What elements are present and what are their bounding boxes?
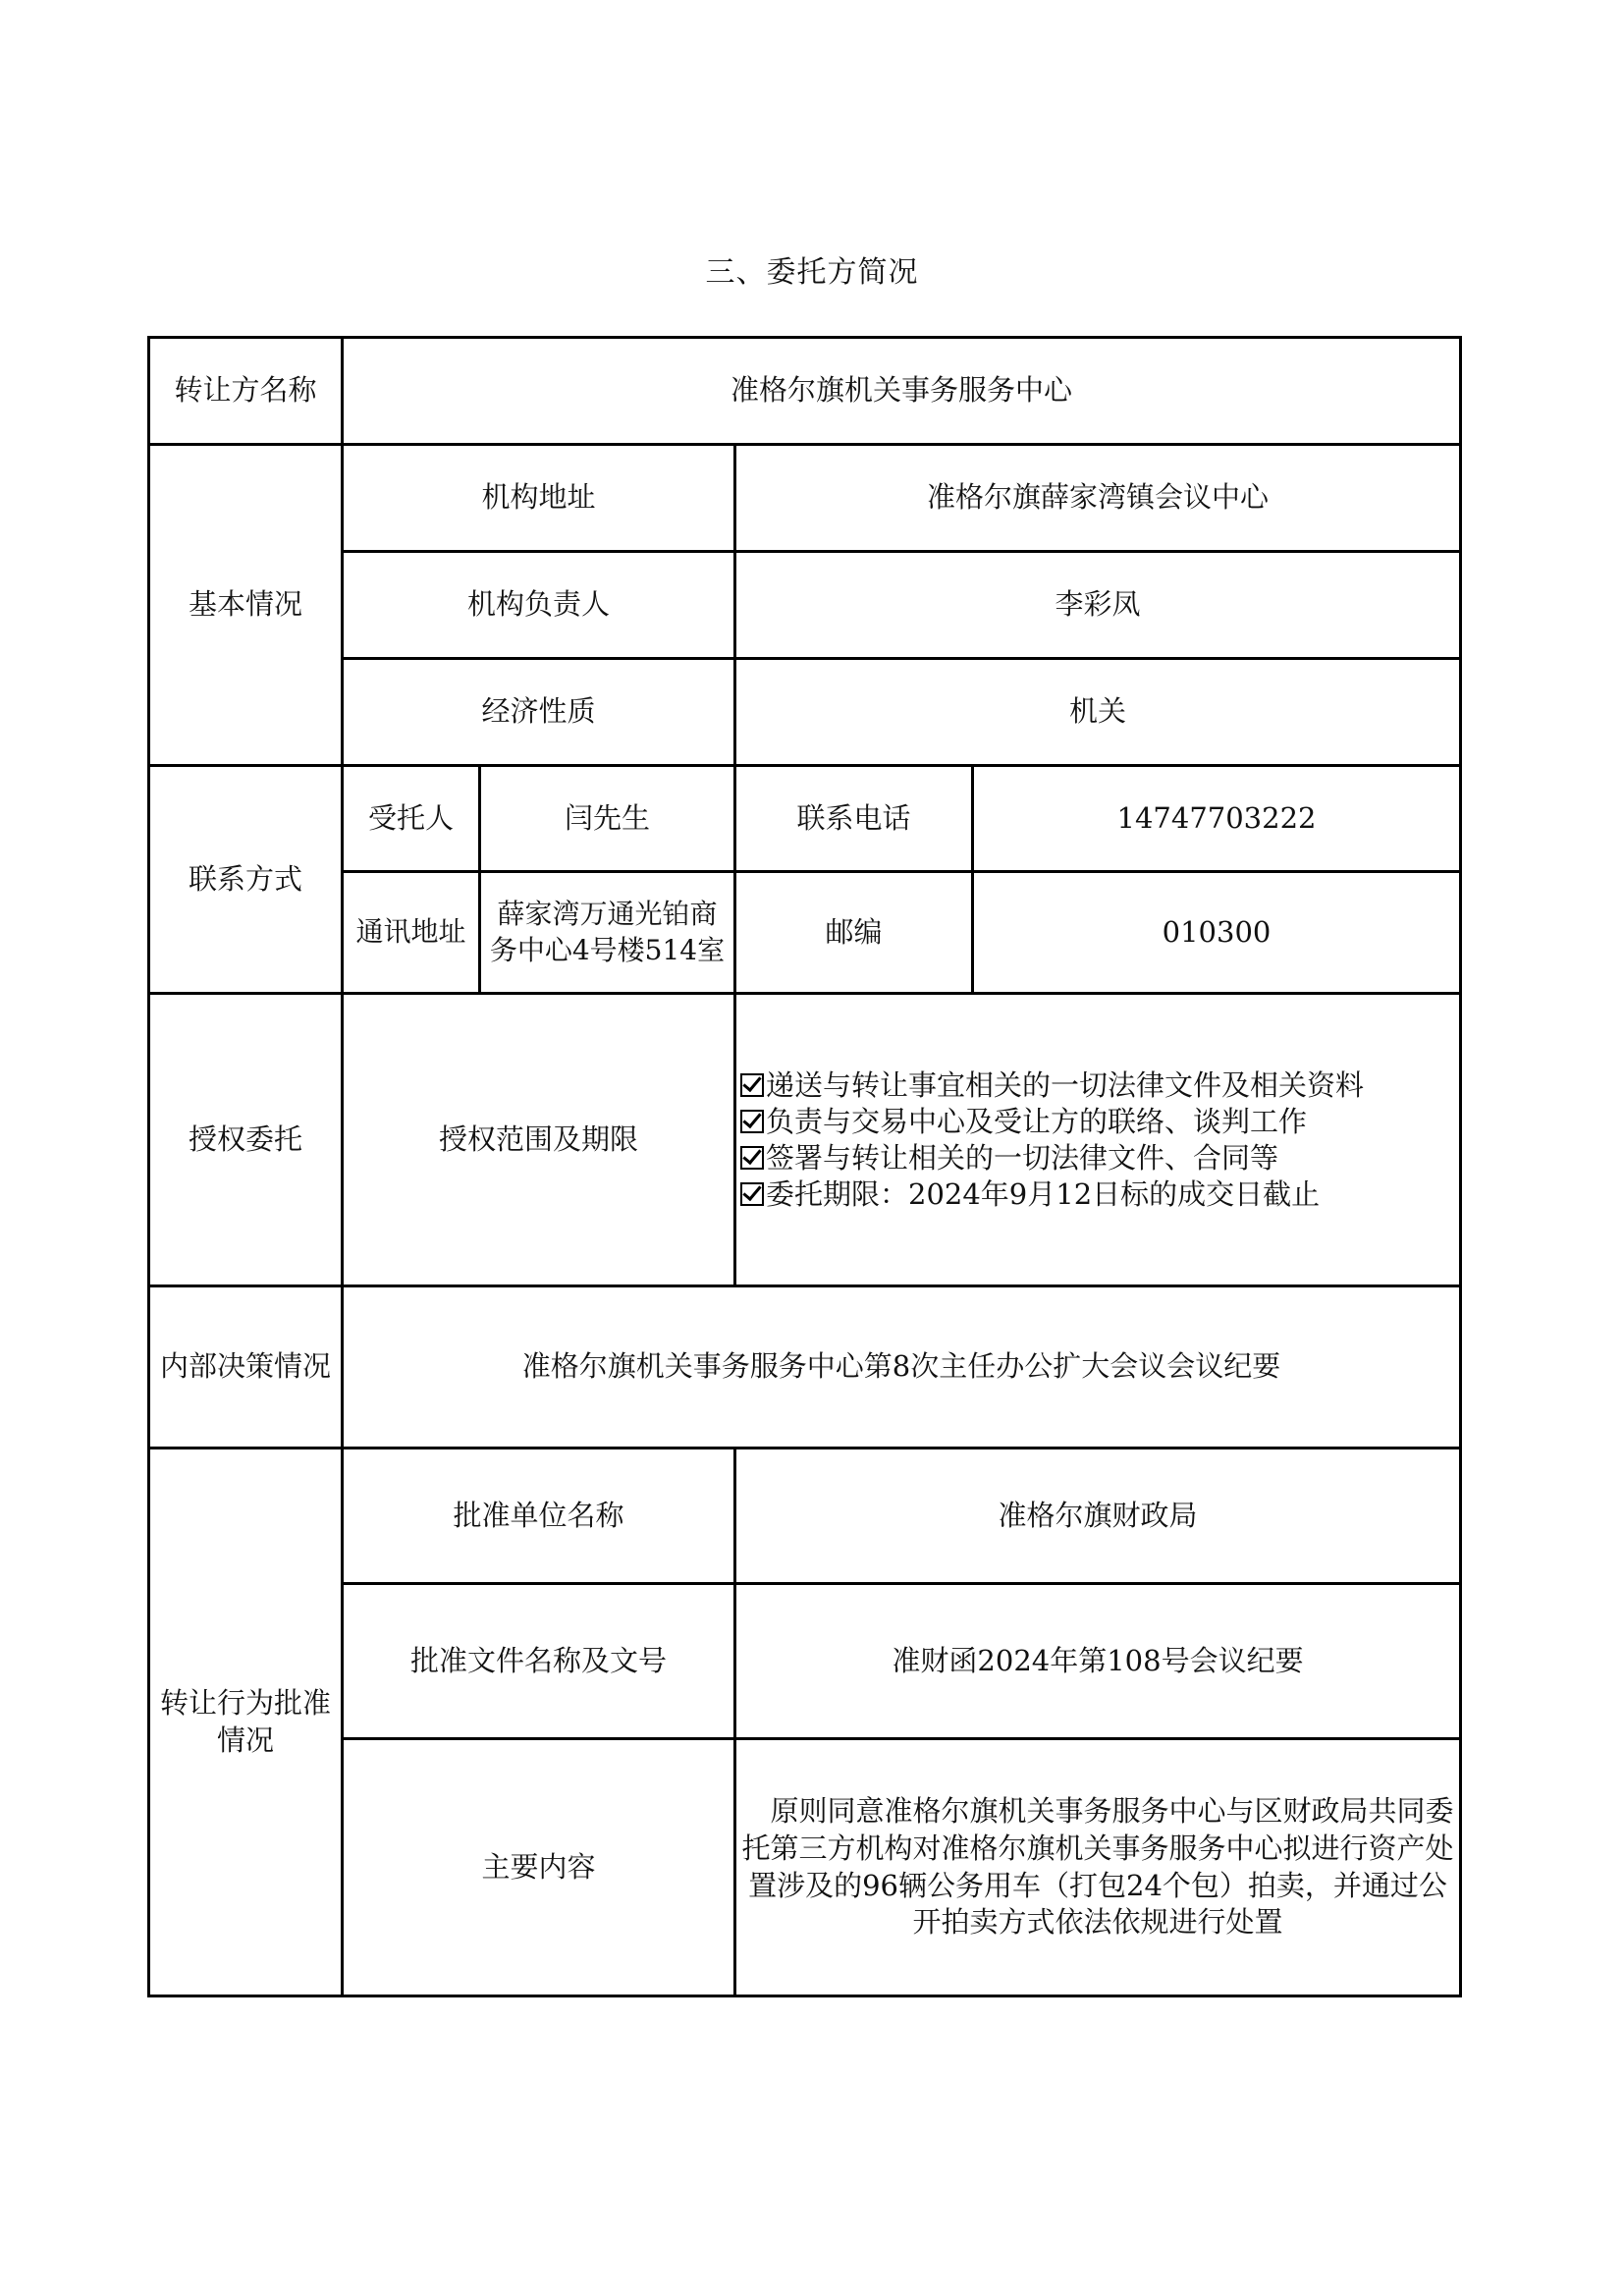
phone-value: 14747703222 — [973, 766, 1461, 872]
checkbox-checked-icon[interactable] — [740, 1110, 764, 1133]
org-head-label: 机构负责人 — [343, 552, 735, 659]
org-address-value: 准格尔旗薛家湾镇会议中心 — [735, 445, 1461, 552]
agent-label: 受托人 — [343, 766, 480, 872]
checkbox-checked-icon[interactable] — [740, 1182, 764, 1206]
main-content-value — [735, 1739, 1461, 1996]
address-value: 薛家湾万通光铂商务中心4号楼514室 — [480, 872, 735, 994]
economic-nature-value: 机关 — [735, 659, 1461, 766]
approval-row — [149, 1739, 1461, 1996]
approval-doc-label: 批准文件名称及文号 — [343, 1584, 735, 1739]
authorization-item — [740, 1067, 1455, 1104]
authorization-items — [735, 994, 1461, 1286]
principal-info-table — [147, 336, 1462, 1997]
address-label: 通讯地址 — [343, 872, 480, 994]
transferor-row — [149, 338, 1461, 445]
main-content-label: 主要内容 — [343, 1739, 735, 1996]
economic-nature-label: 经济性质 — [343, 659, 735, 766]
authorization-item — [740, 1104, 1455, 1140]
authorization-item-text: 负责与交易中心及受让方的联络、谈判工作 — [766, 1104, 1308, 1138]
approval-unit-value: 准格尔旗财政局 — [735, 1449, 1461, 1584]
approval-row — [149, 1449, 1461, 1584]
authorization-label: 授权委托 — [149, 994, 343, 1286]
org-address-label: 机构地址 — [343, 445, 735, 552]
authorization-item — [740, 1176, 1455, 1213]
transferor-value: 准格尔旗机关事务服务中心 — [343, 338, 1461, 445]
internal-decision-row — [149, 1286, 1461, 1449]
postcode-value: 010300 — [973, 872, 1461, 994]
transferor-label: 转让方名称 — [149, 338, 343, 445]
authorization-item-text: 委托期限：2024年9月12日标的成交日截止 — [766, 1176, 1321, 1211]
basic-info-row — [149, 445, 1461, 552]
authorization-item-text: 签署与转让相关的一切法律文件、合同等 — [766, 1140, 1279, 1175]
internal-decision-label: 内部决策情况 — [149, 1286, 343, 1449]
internal-decision-value: 准格尔旗机关事务服务中心第8次主任办公扩大会议会议纪要 — [343, 1286, 1461, 1449]
agent-value: 闫先生 — [480, 766, 735, 872]
approval-unit-label: 批准单位名称 — [343, 1449, 735, 1584]
authorization-scope-label: 授权范围及期限 — [343, 994, 735, 1286]
basic-info-row — [149, 552, 1461, 659]
checkbox-checked-icon[interactable] — [740, 1146, 764, 1170]
approval-doc-value: 准财函2024年第108号会议纪要 — [735, 1584, 1461, 1739]
approval-row — [149, 1584, 1461, 1739]
checkbox-checked-icon[interactable] — [740, 1073, 764, 1097]
approval-label: 转让行为批准情况 — [149, 1449, 343, 1996]
authorization-item-text: 递送与转让事宜相关的一切法律文件及相关资料 — [766, 1067, 1365, 1102]
authorization-row — [149, 994, 1461, 1286]
contact-label: 联系方式 — [149, 766, 343, 994]
org-head-value: 李彩凤 — [735, 552, 1461, 659]
phone-label: 联系电话 — [735, 766, 973, 872]
postcode-label: 邮编 — [735, 872, 973, 994]
contact-row — [149, 872, 1461, 994]
authorization-item — [740, 1140, 1455, 1176]
basic-info-row — [149, 659, 1461, 766]
section-title: 三、委托方简况 — [705, 255, 919, 290]
basic-info-label: 基本情况 — [149, 445, 343, 766]
contact-row — [149, 766, 1461, 872]
main-content-text: 原则同意准格尔旗机关事务服务中心与区财政局共同委托第三方机构对准格尔旗机关事务服务中心拟进行资产处置涉及的96辆公务用车（打包24个包）拍卖，并通过公开拍卖方式依法依规进行处置 — [741, 1794, 1454, 1940]
